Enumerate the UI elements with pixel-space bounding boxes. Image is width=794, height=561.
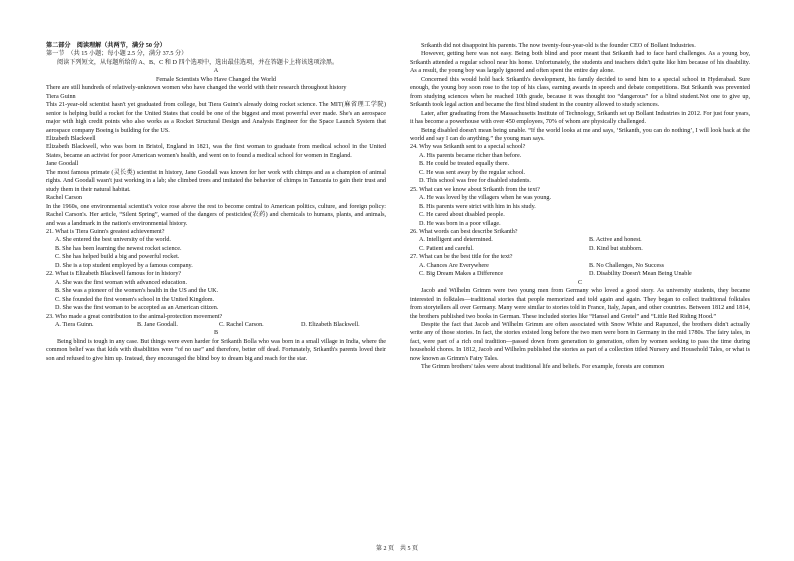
- section-subtitle: 第一节 （共 15 小题；每小题 2.5 分，满分 37.5 分）: [46, 51, 188, 58]
- question-option: A. She entered the best university of the world.: [55, 237, 171, 244]
- question-option: C. He was sent away by the regular school.: [419, 169, 526, 176]
- question-stem: 21. What is Tiera Guinn's greatest achievement?: [46, 228, 165, 235]
- scientist-name: Tiera Guinn: [46, 93, 76, 100]
- scientist-paragraph: This 21-year-old scientist hasn't yet graduated from college, but Tiera Guinn's already doing rocket science. The MIT(麻省理工学院) senior is helping build a rocket for the United States that could be one of the biggest and most powerful ever made. She's an aerospace major with high credit points who also works as a Rocket Structural Design and Analysis Engineer for the Space Launch System that aerospace company Boeing is building for the US.: [46, 102, 386, 134]
- question-option: C. He cared about disabled people.: [419, 212, 505, 219]
- passage-c-paragraph: Jacob and Wilhelm Grimm were two young men from Germany who loved a good story. As university students, they became interested in folktales—traditional stories that people memorized and told again and again. They began to collect traditional folktales from storytellers all over Germany. Many were similar to stories told in France, Italy, Japan, and other countries. Between 1812 and 1814, the brothers published two books in German. These included stories like “Hansel and Gretel” and “Little Red Riding Hood.”: [410, 288, 750, 320]
- question-option: C. She has helped build a big and powerful rocket.: [55, 254, 180, 261]
- question-option: D. She is a top student employed by a famous company.: [55, 262, 193, 269]
- question-stem: 22. What is Elizabeth Blackwell famous for in history?: [46, 271, 182, 278]
- question-options-row: [410, 262, 750, 270]
- question-option: D. Disability Doesn't Mean Being Unable: [589, 271, 692, 278]
- question-option: A. He was loved by the villagers when he was young.: [419, 195, 551, 202]
- scientist-paragraph: Elizabeth Blackwell, who was born in Bristol, England in 1821, was the first woman to graduate from medical school in the United States, became an activist for poor American women's health, and went on to found a medical school for women in England.: [46, 144, 386, 159]
- scientist-name: Elizabeth Blackwell: [46, 135, 96, 142]
- question-option: B. Jane Goodall.: [137, 321, 178, 328]
- question-option: C. She founded the first women's school in the United Kingdom.: [55, 296, 215, 303]
- passage-b-paragraph: Srikanth did not disappoint his parents. The now twenty-four-year-old is the founder CEO of Bollant Industries.: [421, 43, 696, 49]
- question-option: B. He could be treated equally there.: [419, 161, 510, 168]
- scientist-paragraph: In the 1960s, one environmental scientist's voice rose above the rest to become central to American politics, culture, and foreign policy: Rachel Carson's. Her article, “Silent Spring”, warned of the dangers of pesticides(农药) and chemicals to humans, plants, and animals, and was a landmark in the nation's environmental history.: [46, 203, 386, 227]
- scientist-paragraph: The most famous primate (灵长类) scientist in history, Jane Goodall was known for her work with chimps and as a champion of animal rights. And Goodall wasn't just working in a lab; she climbed trees and imitated the behavior of chimps in Tanzania to gain their trust and study them in their natural habitat.: [46, 169, 386, 193]
- passage-a-letter: A: [213, 68, 219, 75]
- section-instruction: 阅读下列短文，从每题所给的 A、B、C 和 D 四个选项中，选出最佳选项，并在答题卡上将该选项涂黑。: [57, 59, 339, 66]
- question-option: B. His parents were strict with him in his study.: [419, 203, 536, 210]
- question-option: A. Chances Are Everywhere: [419, 262, 489, 269]
- question-stem: 23. Who made a great contribution to the animal-protection movement?: [46, 313, 223, 320]
- question-stem: 26. What words can best describe Srikanth?: [410, 228, 518, 235]
- passage-a-intro: There are still hundreds of relatively-unknown women who have changed the world with their research throughout history: [46, 85, 347, 92]
- passage-c-letter: C: [577, 279, 583, 286]
- question-option: B. Active and honest.: [589, 237, 642, 244]
- question-options-row: [410, 245, 750, 253]
- question-option: D. Kind but stubborn.: [589, 245, 643, 252]
- question-option: B. She has been learning the newest rocket science.: [55, 245, 182, 252]
- passage-b-paragraph: Being blind is tough in any case. But things were even harder for Srikanth Bolla who was born in a small village in India, where the common belief was that kids with disabilities were “of no use” and therefore, better off dead. Fortunately, Srikanth's parents loved their son and refused to give him up. Instead, they encouraged the blind boy to dream big and reach for the star.: [46, 338, 386, 362]
- question-option: D. He was born in a poor village.: [419, 220, 501, 227]
- question-option: A. She was the first woman with advanced education.: [55, 279, 187, 286]
- right-column: [410, 42, 750, 372]
- section-title: 第二部分 阅读理解（共两节，满分 50 分）: [46, 43, 166, 49]
- question-option: A. Intelligent and determined.: [419, 237, 493, 244]
- passage-c-paragraph: The Grimm brothers' tales were about traditional life and beliefs. For example, forests are common: [421, 364, 665, 371]
- question-options-row: [410, 236, 750, 244]
- question-stem: 27. What can be the best title for the text?: [410, 254, 513, 261]
- question-stem: 25. What can we know about Srikanth from the text?: [410, 186, 540, 193]
- question-options-row: [46, 321, 386, 329]
- page-footer: 第 2 页 共 5 页: [375, 546, 418, 552]
- passage-b-paragraph: Being disabled doesn't mean being unable. “If the world looks at me and says, ‘Srikanth, you can do nothing’, I will look back at the world and say I can do anything.” the young man says.: [410, 127, 750, 142]
- question-option: B. She was a pioneer of the women's health in the US and the UK.: [55, 288, 219, 295]
- question-option: C. Patient and careful.: [419, 245, 474, 252]
- scientist-name: Jane Goodall: [46, 161, 79, 168]
- question-option: D. She was the first woman to be accepted as an American citizen.: [55, 305, 219, 312]
- passage-c-paragraph: Despite the fact that Jacob and Wilhelm Grimm are often associated with Snow White and Rapunzel, the brothers didn't actually write any of those stories. In fact, the stories existed long before the two men were born in Germany in the mid 1780s. The fairy tales, in fact, were part of a rich oral tradition—passed down from generation to generation, often by women seeking to pass the time during household chores. In 1812, Jacob and Wilhelm published the stories as part of a collection titled Nursery and Household Tales, or what is now known as Grimm's Fairy Tales.: [410, 321, 750, 362]
- question-option: D. Elizabeth Blackwell.: [301, 321, 360, 328]
- question-stem: 24. Why was Srikanth sent to a special school?: [410, 144, 526, 151]
- passage-b-letter: B: [213, 330, 219, 337]
- passage-b-paragraph: However, getting here was not easy. Being both blind and poor meant that Srikanth had to face hard challenges. As a young boy, Srikanth attended a regular school near his home. Unfortunately, the students and teachers didn't quite like him because of his disability. As a result, the young boy was largely ignored and often spent the entire day alone.: [410, 51, 750, 75]
- passage-b-paragraph: Concerned this would hold back Srikanth's development, his family decided to send him to a special school in Hyderabad. Sure enough, the young boy soon rose to the top of his class, earning awards in speech and debate competitions. But Srikanth was prevented from studying sciences when he reached 10th grade, because it was thought too “dangerous” for a blind student.Not one to give up, Srikanth took legal action and became the first blind student in the country allowed to study sciences.: [410, 76, 750, 109]
- question-option: A. His parents became richer than before.: [419, 152, 522, 159]
- question-option: C. Rachel Carson.: [219, 321, 264, 328]
- question-option: A. Tiera Guinn.: [55, 321, 94, 328]
- passage-b-paragraph: Later, after graduating from the Massachusetts Institute of Technology, Srikanth set up Bollant Industries in 2012. For just four years, it has become a powerhouse with over 450 employees, 70% of whom are physically challenged.: [410, 110, 750, 126]
- left-column: [46, 42, 386, 363]
- passage-a-title: Female Scientists Who Have Changed the World: [155, 76, 277, 83]
- question-option: B. No Challenges, No Success: [589, 262, 665, 269]
- question-option: C. Big Dream Makes a Difference: [419, 271, 504, 278]
- question-option: D. This school was free for disabled students.: [419, 178, 531, 185]
- question-options-row: [410, 270, 750, 278]
- scientist-name: Rachel Carson: [46, 195, 82, 202]
